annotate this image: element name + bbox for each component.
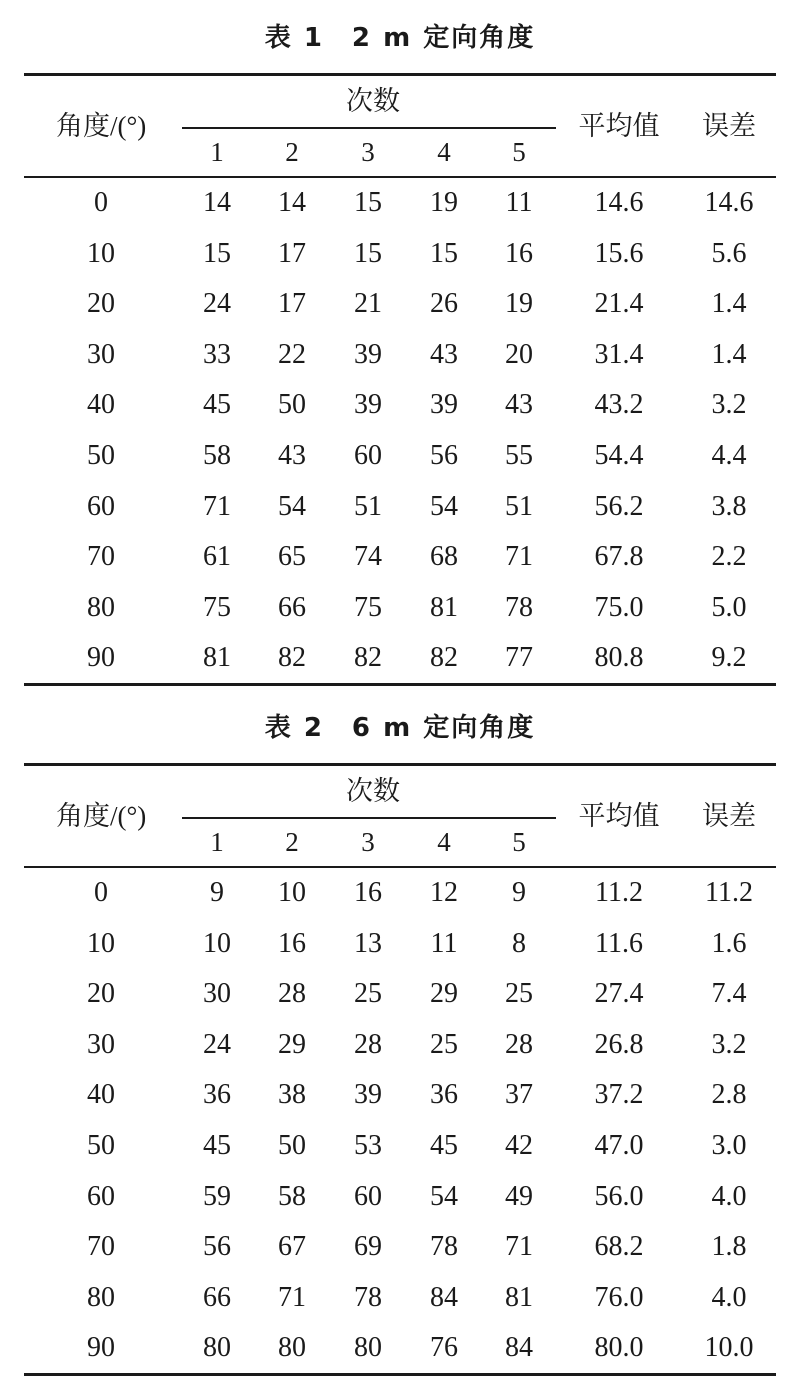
trial-value-cell: 71 <box>505 541 533 573</box>
trial-value-cell: 39 <box>354 1079 382 1111</box>
table-row <box>24 633 776 684</box>
trial-value-cell: 53 <box>354 1129 382 1161</box>
trial-value-cell: 58 <box>278 1180 306 1212</box>
trial-value-cell: 51 <box>354 490 382 522</box>
table-row <box>24 1172 776 1223</box>
trial-value-cell: 82 <box>430 642 458 674</box>
trial-value-cell: 17 <box>278 237 306 269</box>
average-cell: 54.4 <box>594 439 644 471</box>
table-row <box>24 229 776 280</box>
trial-value-cell: 28 <box>505 1028 533 1060</box>
group-rule <box>182 127 556 129</box>
error-cell: 4.4 <box>711 439 747 471</box>
trial-number-header: 4 <box>437 827 451 857</box>
table-row <box>24 431 776 482</box>
angle-cell: 80 <box>87 591 115 623</box>
header-trial-numbers <box>24 133 776 171</box>
trial-value-cell: 77 <box>505 642 533 674</box>
trial-value-cell: 25 <box>430 1028 458 1060</box>
trial-value-cell: 15 <box>354 237 382 269</box>
trial-value-cell: 26 <box>430 288 458 320</box>
header-angle: 角度/(°) <box>56 801 147 831</box>
trial-number-header: 2 <box>285 137 299 167</box>
trial-value-cell: 8 <box>512 927 526 959</box>
table-row <box>24 1070 776 1121</box>
trial-value-cell: 36 <box>430 1079 458 1111</box>
trial-value-cell: 11 <box>430 927 458 959</box>
average-cell: 14.6 <box>594 187 644 218</box>
angle-cell: 70 <box>87 1231 115 1263</box>
trial-value-cell: 84 <box>505 1332 533 1364</box>
trial-value-cell: 50 <box>278 389 306 421</box>
trial-value-cell: 29 <box>430 978 458 1010</box>
angle-cell: 60 <box>87 1180 115 1212</box>
bottom-rule <box>24 1373 776 1376</box>
trial-value-cell: 11 <box>505 187 533 218</box>
table-row <box>24 279 776 330</box>
average-cell: 27.4 <box>594 978 644 1010</box>
trial-value-cell: 22 <box>278 338 306 370</box>
average-cell: 11.2 <box>595 877 643 908</box>
trial-value-cell: 60 <box>354 1180 382 1212</box>
average-cell: 56.2 <box>594 490 644 522</box>
trial-number-header: 3 <box>361 137 375 167</box>
table-caption: 表 2 6 m 定向角度 <box>264 713 536 743</box>
trial-value-cell: 14 <box>278 187 306 218</box>
trial-value-cell: 65 <box>278 541 306 573</box>
average-cell: 75.0 <box>594 591 644 623</box>
angle-cell: 10 <box>87 237 115 269</box>
average-cell: 68.2 <box>594 1231 644 1263</box>
trial-value-cell: 14 <box>203 187 231 218</box>
error-cell: 14.6 <box>704 187 754 218</box>
angle-cell: 60 <box>87 490 115 522</box>
average-cell: 56.0 <box>594 1180 644 1212</box>
trial-value-cell: 42 <box>505 1129 533 1161</box>
trial-value-cell: 69 <box>354 1231 382 1263</box>
table-row <box>24 583 776 634</box>
error-cell: 3.8 <box>711 490 747 522</box>
trial-value-cell: 81 <box>203 642 231 674</box>
average-cell: 11.6 <box>595 927 643 959</box>
trial-value-cell: 9 <box>210 877 224 908</box>
trial-value-cell: 38 <box>278 1079 306 1111</box>
trial-value-cell: 51 <box>505 490 533 522</box>
trial-value-cell: 33 <box>203 338 231 370</box>
trial-value-cell: 75 <box>354 591 382 623</box>
average-cell: 80.8 <box>594 642 644 674</box>
trial-number-header: 1 <box>210 827 224 857</box>
trial-value-cell: 80 <box>203 1332 231 1364</box>
trial-value-cell: 43 <box>278 439 306 471</box>
trial-value-cell: 28 <box>354 1028 382 1060</box>
table-row <box>24 380 776 431</box>
trial-value-cell: 54 <box>430 490 458 522</box>
average-cell: 15.6 <box>594 237 644 269</box>
trial-value-cell: 10 <box>278 877 306 908</box>
header-trial-numbers <box>24 823 776 861</box>
trial-value-cell: 71 <box>278 1281 306 1313</box>
trial-value-cell: 39 <box>354 338 382 370</box>
trial-value-cell: 68 <box>430 541 458 573</box>
average-cell: 26.8 <box>594 1028 644 1060</box>
trial-value-cell: 66 <box>203 1281 231 1313</box>
header-count-group: 次数 <box>346 86 400 116</box>
header-angle: 角度/(°) <box>56 111 147 141</box>
error-cell: 3.0 <box>711 1129 747 1161</box>
trial-value-cell: 45 <box>203 389 231 421</box>
table-row <box>24 178 776 229</box>
trial-value-cell: 16 <box>354 877 382 908</box>
angle-cell: 70 <box>87 541 115 573</box>
trial-value-cell: 16 <box>278 927 306 959</box>
table-row <box>24 919 776 970</box>
average-cell: 76.0 <box>594 1281 644 1313</box>
angle-cell: 30 <box>87 1028 115 1060</box>
top-rule <box>24 763 776 766</box>
error-cell: 2.2 <box>711 541 747 573</box>
trial-value-cell: 12 <box>430 877 458 908</box>
angle-cell: 50 <box>87 439 115 471</box>
trial-value-cell: 78 <box>505 591 533 623</box>
angle-cell: 80 <box>87 1281 115 1313</box>
trial-value-cell: 60 <box>354 439 382 471</box>
table-row <box>24 868 776 919</box>
trial-value-cell: 36 <box>203 1079 231 1111</box>
angle-cell: 30 <box>87 338 115 370</box>
trial-value-cell: 67 <box>278 1231 306 1263</box>
trial-value-cell: 84 <box>430 1281 458 1313</box>
trial-value-cell: 25 <box>354 978 382 1010</box>
trial-value-cell: 20 <box>505 338 533 370</box>
table-row <box>24 532 776 583</box>
trial-value-cell: 56 <box>430 439 458 471</box>
angle-cell: 0 <box>94 877 108 908</box>
angle-cell: 0 <box>94 187 108 218</box>
error-cell: 4.0 <box>711 1180 747 1212</box>
trial-number-header: 5 <box>512 137 526 167</box>
table-caption: 表 1 2 m 定向角度 <box>264 23 536 53</box>
trial-number-header: 4 <box>437 137 451 167</box>
top-rule <box>24 73 776 76</box>
trial-value-cell: 15 <box>430 237 458 269</box>
trial-value-cell: 24 <box>203 1028 231 1060</box>
table-row <box>24 1273 776 1324</box>
trial-value-cell: 61 <box>203 541 231 573</box>
trial-value-cell: 9 <box>512 877 526 908</box>
angle-cell: 20 <box>87 978 115 1010</box>
angle-cell: 40 <box>87 389 115 421</box>
table-row <box>24 969 776 1020</box>
trial-number-header: 1 <box>210 137 224 167</box>
trial-value-cell: 49 <box>505 1180 533 1212</box>
average-cell: 31.4 <box>594 338 644 370</box>
trial-value-cell: 30 <box>203 978 231 1010</box>
trial-value-cell: 45 <box>430 1129 458 1161</box>
trial-value-cell: 66 <box>278 591 306 623</box>
trial-value-cell: 28 <box>278 978 306 1010</box>
error-cell: 5.0 <box>711 591 747 623</box>
error-cell: 3.2 <box>711 389 747 421</box>
trial-value-cell: 81 <box>430 591 458 623</box>
error-cell: 9.2 <box>711 642 747 674</box>
error-cell: 2.8 <box>711 1079 747 1111</box>
trial-value-cell: 50 <box>278 1129 306 1161</box>
trial-value-cell: 21 <box>354 288 382 320</box>
header-average: 平均值 <box>578 801 660 831</box>
trial-value-cell: 76 <box>430 1332 458 1364</box>
trial-value-cell: 59 <box>203 1180 231 1212</box>
angle-cell: 40 <box>87 1079 115 1111</box>
trial-value-cell: 19 <box>505 288 533 320</box>
table-row <box>24 482 776 533</box>
average-cell: 43.2 <box>594 389 644 421</box>
trial-value-cell: 82 <box>278 642 306 674</box>
trial-value-cell: 10 <box>203 927 231 959</box>
trial-value-cell: 75 <box>203 591 231 623</box>
average-cell: 47.0 <box>594 1129 644 1161</box>
angle-cell: 20 <box>87 288 115 320</box>
trial-value-cell: 39 <box>354 389 382 421</box>
trial-value-cell: 54 <box>278 490 306 522</box>
trial-value-cell: 29 <box>278 1028 306 1060</box>
trial-value-cell: 43 <box>505 389 533 421</box>
average-cell: 37.2 <box>594 1079 644 1111</box>
error-cell: 7.4 <box>711 978 747 1010</box>
trial-value-cell: 16 <box>505 237 533 269</box>
trial-number-header: 2 <box>285 827 299 857</box>
angle-cell: 90 <box>87 1332 115 1364</box>
trial-value-cell: 45 <box>203 1129 231 1161</box>
trial-value-cell: 15 <box>354 187 382 218</box>
trial-value-cell: 80 <box>278 1332 306 1364</box>
group-rule <box>182 817 556 819</box>
header-count-group: 次数 <box>346 776 400 806</box>
trial-value-cell: 19 <box>430 187 458 218</box>
error-cell: 1.8 <box>711 1231 747 1263</box>
header-average: 平均值 <box>578 111 660 141</box>
trial-value-cell: 56 <box>203 1231 231 1263</box>
error-cell: 1.6 <box>711 927 747 959</box>
average-cell: 67.8 <box>594 541 644 573</box>
table-row <box>24 330 776 381</box>
trial-value-cell: 54 <box>430 1180 458 1212</box>
error-cell: 1.4 <box>711 288 747 320</box>
trial-number-header: 3 <box>361 827 375 857</box>
angle-cell: 50 <box>87 1129 115 1161</box>
trial-number-header: 5 <box>512 827 526 857</box>
table-body <box>24 868 776 1374</box>
trial-value-cell: 37 <box>505 1079 533 1111</box>
trial-value-cell: 43 <box>430 338 458 370</box>
trial-value-cell: 13 <box>354 927 382 959</box>
error-cell: 4.0 <box>711 1281 747 1313</box>
trial-value-cell: 78 <box>430 1231 458 1263</box>
trial-value-cell: 25 <box>505 978 533 1010</box>
average-cell: 80.0 <box>594 1332 644 1364</box>
bottom-rule <box>24 683 776 686</box>
header-error: 误差 <box>702 801 756 831</box>
error-cell: 1.4 <box>711 338 747 370</box>
angle-cell: 90 <box>87 642 115 674</box>
trial-value-cell: 74 <box>354 541 382 573</box>
trial-value-cell: 80 <box>354 1332 382 1364</box>
trial-value-cell: 15 <box>203 237 231 269</box>
table-row <box>24 1222 776 1273</box>
header-error: 误差 <box>702 111 756 141</box>
trial-value-cell: 24 <box>203 288 231 320</box>
error-cell: 10.0 <box>704 1332 754 1364</box>
trial-value-cell: 58 <box>203 439 231 471</box>
error-cell: 11.2 <box>705 877 753 908</box>
trial-value-cell: 55 <box>505 439 533 471</box>
trial-value-cell: 39 <box>430 389 458 421</box>
trial-value-cell: 81 <box>505 1281 533 1313</box>
trial-value-cell: 82 <box>354 642 382 674</box>
angle-cell: 10 <box>87 927 115 959</box>
trial-value-cell: 71 <box>505 1231 533 1263</box>
trial-value-cell: 17 <box>278 288 306 320</box>
table-row <box>24 1020 776 1071</box>
error-cell: 3.2 <box>711 1028 747 1060</box>
trial-value-cell: 78 <box>354 1281 382 1313</box>
table-row <box>24 1121 776 1172</box>
error-cell: 5.6 <box>711 237 747 269</box>
table-body <box>24 178 776 684</box>
table-row <box>24 1323 776 1374</box>
trial-value-cell: 71 <box>203 490 231 522</box>
average-cell: 21.4 <box>594 288 644 320</box>
